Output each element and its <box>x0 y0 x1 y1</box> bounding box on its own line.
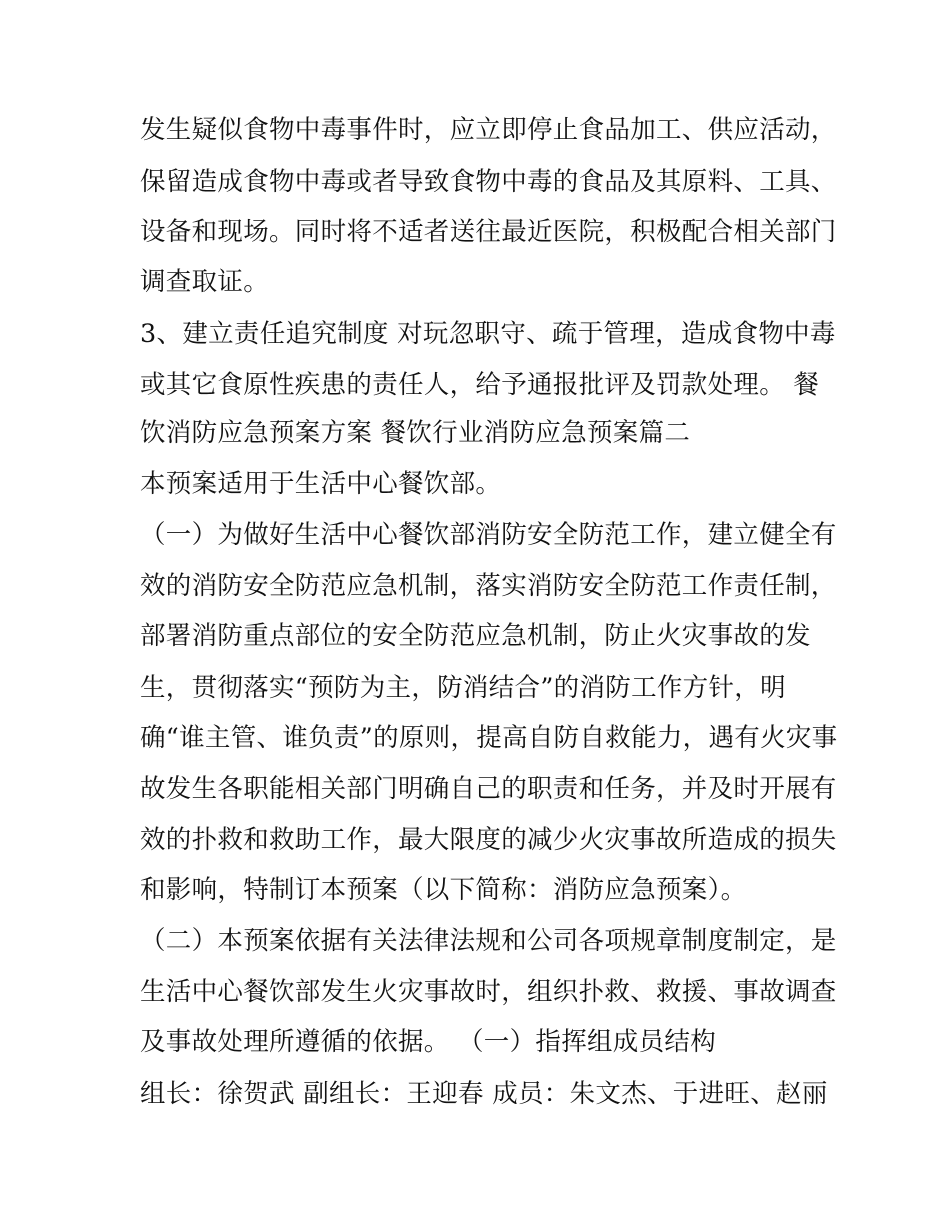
text-line: 生活中心餐饮部发生火灾事故时，组织扑救、救援、事故调查 <box>140 977 837 1007</box>
text-line: 本预案适用于生活中心餐饮部。 <box>140 469 502 499</box>
text-line: 3、建立责任追究制度 对玩忽职守、疏于管理，造成食物中毒 <box>140 319 836 349</box>
text-line: 组长：徐贺武 副组长：王迎春 成员：朱文杰、于进旺、赵丽 <box>140 1079 828 1109</box>
text-line: 发生疑似食物中毒事件时，应立即停止食品加工、供应活动， <box>140 115 837 145</box>
text-line: 效的扑救和救助工作，最大限度的减少火灾事故所造成的损失 <box>140 825 837 855</box>
text-line: （一）为做好生活中心餐饮部消防安全防范工作，建立健全有 <box>140 520 837 550</box>
text-line: 和影响，特制订本预案（以下简称：消防应急预案）。 <box>140 875 747 905</box>
text-line: 饮消防应急预案方案 餐饮行业消防应急预案篇二 <box>140 418 691 448</box>
text-line: 保留造成食物中毒或者导致食物中毒的食品及其原料、工具、 <box>140 167 837 197</box>
text-line: 部署消防重点部位的安全防范应急机制，防止火灾事故的发 <box>140 621 811 651</box>
text-line: 生，贯彻落实“预防为主，防消结合”的消防工作方针，明 <box>140 673 786 703</box>
text-line: 效的消防安全防范应急机制，落实消防安全防范工作责任制， <box>140 571 837 601</box>
text-line: 及事故处理所遵循的依据。 （一）指挥组成员结构 <box>140 1027 717 1057</box>
text-line: 设备和现场。同时将不适者送往最近医院，积极配合相关部门 <box>140 217 837 247</box>
text-line: 调查取证。 <box>140 267 270 297</box>
text-line: 故发生各职能相关部门明确自己的职责和任务，并及时开展有 <box>140 774 837 804</box>
text-line: 或其它食原性疾患的责任人，给予通报批评及罚款处理。 餐 <box>140 370 820 400</box>
text-line: 确“谁主管、谁负责”的原则，提高自防自救能力，遇有火灾事 <box>140 723 838 753</box>
text-line: （二）本预案依据有关法律法规和公司各项规章制度制定，是 <box>140 926 837 956</box>
